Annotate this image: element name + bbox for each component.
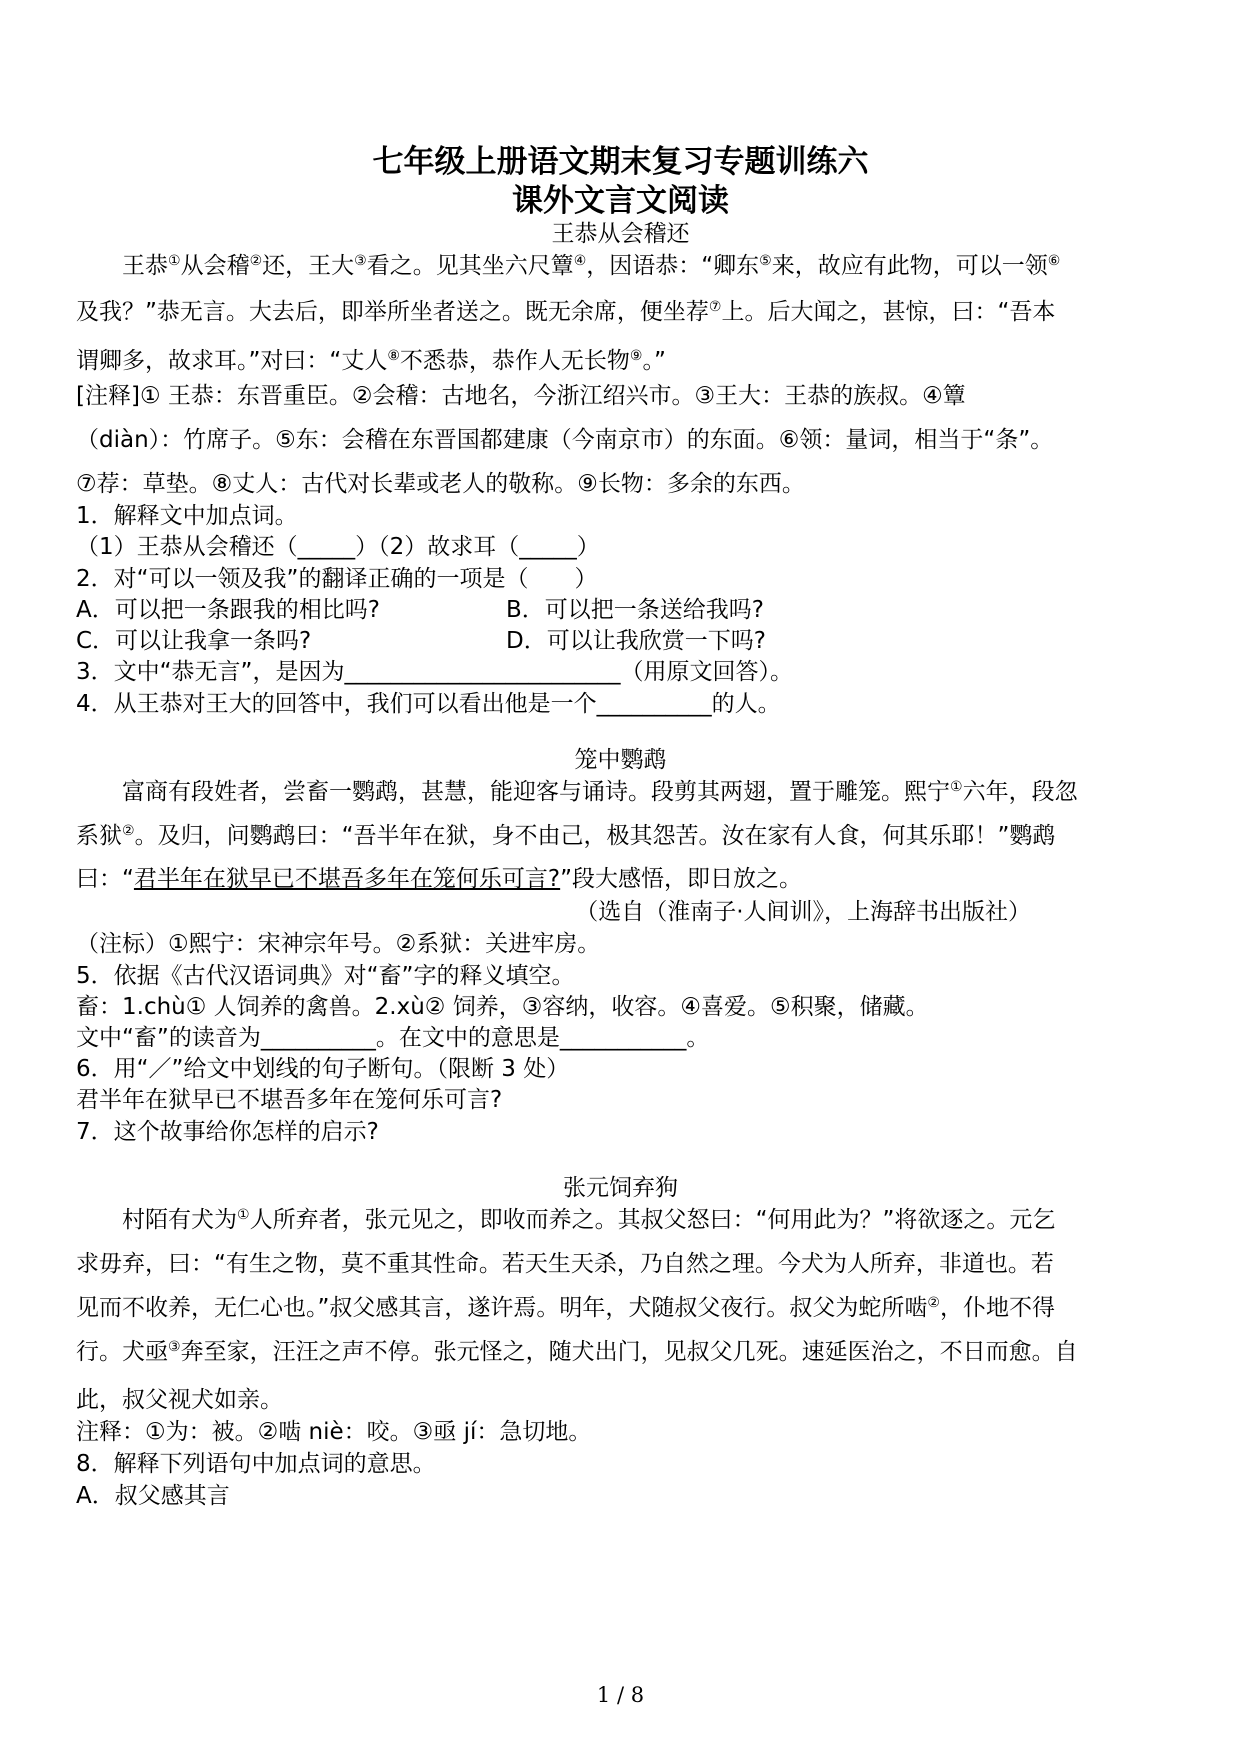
page-title: 七年级上册语文期末复习专题训练六 xyxy=(372,144,869,180)
option-c: C．可以让我拿一条吗? xyxy=(76,628,312,654)
question-2: 2．对“可以一领及我”的翻译正确的一项是（ ） xyxy=(76,566,598,592)
passage3-line: 见而不收养，无仁心也。”叔父感其言，遂许焉。明年，犬随叔父夜行。叔父为蛇所啮②，仆地不得 xyxy=(76,1295,1055,1321)
option-d: D．可以让我欣赏一下吗? xyxy=(506,628,766,654)
page-subtitle: 课外文言文阅读 xyxy=(512,183,729,219)
passage2-line: 富商有段姓者，尝畜一鹦鹉，甚慧，能迎客与诵诗。段剪其两翅，置于雕笼。熙宁①六年，段忽 xyxy=(122,779,1078,805)
page-number: 1 / 8 xyxy=(596,1683,645,1707)
passage3-line: 行。犬亟③奔至家，汪汪之声不停。张元怪之，随犬出门，见叔父几死。速延医治之，不日而愈。自 xyxy=(76,1339,1078,1365)
question-5-definition: 畜：1.chù① 人饲养的禽兽。2.xù② 饲养，③容纳，收容。④喜爱。⑤积聚，储藏。 xyxy=(76,994,929,1020)
question-7: 7．这个故事给你怎样的启示? xyxy=(76,1119,379,1145)
question-8-a: A．叔父感其言 xyxy=(76,1483,230,1509)
question-6: 6．用“／”给文中划线的句子断句。（限断 3 处） xyxy=(76,1056,570,1082)
passage2-line xyxy=(76,863,1165,895)
option-a: A．可以把一条跟我的相比吗? xyxy=(76,597,380,623)
passage1-line: 谓卿多，故求耳。”对曰：“丈人⑧不悉恭，恭作人无长物⑨。” xyxy=(76,348,666,374)
passage1-note: [注释]① 王恭：东晋重臣。②会稽：古地名，今浙江绍兴市。③王大：王恭的族叔。④簟 xyxy=(76,383,966,409)
question-1: 1．解释文中加点词。 xyxy=(76,503,298,529)
passage3-line: 村陌有犬为①人所弃者，张元见之，即收而养之。其叔父怒曰：“何用此为？”将欲逐之。元乞 xyxy=(122,1207,1056,1233)
passage3-line: 此，叔父视犬如亲。 xyxy=(76,1387,283,1413)
passage1-note: ⑦荐：草垫。⑧丈人：古代对长辈或老人的敬称。⑨长物：多余的东西。 xyxy=(76,471,805,497)
question-5-blank: 文中“畜”的读音为__________。在文中的意思是___________。 xyxy=(76,1025,710,1051)
question-4: 4．从王恭对王大的回答中，我们可以看出他是一个__________的人。 xyxy=(76,691,781,717)
line-prefix: 曰：“ xyxy=(76,866,134,892)
passage1-line: 王恭①从会稽②还，王大③看之。见其坐六尺簟④，因语恭：“卿东⑤来，故应有此物，可以一领⑥ xyxy=(122,253,1061,279)
passage1-title: 王恭从会稽还 xyxy=(551,221,690,247)
line-suffix: ”段大感悟，即日放之。 xyxy=(560,866,803,892)
passage3-notes: 注释：①为：被。②啮 niè：咬。③亟 jí：急切地。 xyxy=(76,1419,592,1445)
question-2-options-row1 xyxy=(76,594,1165,626)
passage2-notes: （注标）①熙宁：宋神宗年号。②系狱：关进牢房。 xyxy=(76,931,601,957)
passage3-title: 张元饲弃狗 xyxy=(563,1175,678,1201)
passage2-title: 笼中鹦鹉 xyxy=(574,747,667,773)
passage3-line: 求毋弃，曰：“有生之物，莫不重其性命。若天生天杀，乃自然之理。今犬为人所弃，非道也。若 xyxy=(76,1251,1054,1277)
passage2-source: （选自（淮南子·人间训》，上海辞书出版社） xyxy=(575,899,1031,925)
passage2-line: 系狱②。及归，问鹦鹉曰：“吾半年在狱，身不由己，极其怨苦。汝在家有人食，何其乐耶！”鹦鹉 xyxy=(76,823,1056,849)
question-5: 5．依据《古代汉语词典》对“畜”字的释义填空。 xyxy=(76,963,575,989)
question-3: 3．文中“恭无言”，是因为________________________（用原文回答）。 xyxy=(76,659,793,685)
question-6-sentence: 君半年在狱早已不堪吾多年在笼何乐可言? xyxy=(76,1087,503,1113)
question-8: 8．解释下列语句中加点词的意思。 xyxy=(76,1451,436,1477)
question-2-options-row2 xyxy=(76,625,1165,657)
option-b: B．可以把一条送给我吗? xyxy=(506,597,764,623)
passage1-line: 及我？”恭无言。大去后，即举所坐者送之。既无余席，便坐荐⑦上。后大闻之，甚惊，曰：“吾本 xyxy=(76,299,1056,325)
underlined-sentence: 君半年在狱早已不堪吾多年在笼何乐可言? xyxy=(133,866,561,892)
passage1-note: （diàn）：竹席子。⑤东：会稽在东晋国都建康（今南京市）的东面。⑥领：量词，相当于“条”。 xyxy=(76,427,1054,453)
question-1-items: （1）王恭从会稽还（_____）（2）故求耳（_____） xyxy=(76,534,600,560)
